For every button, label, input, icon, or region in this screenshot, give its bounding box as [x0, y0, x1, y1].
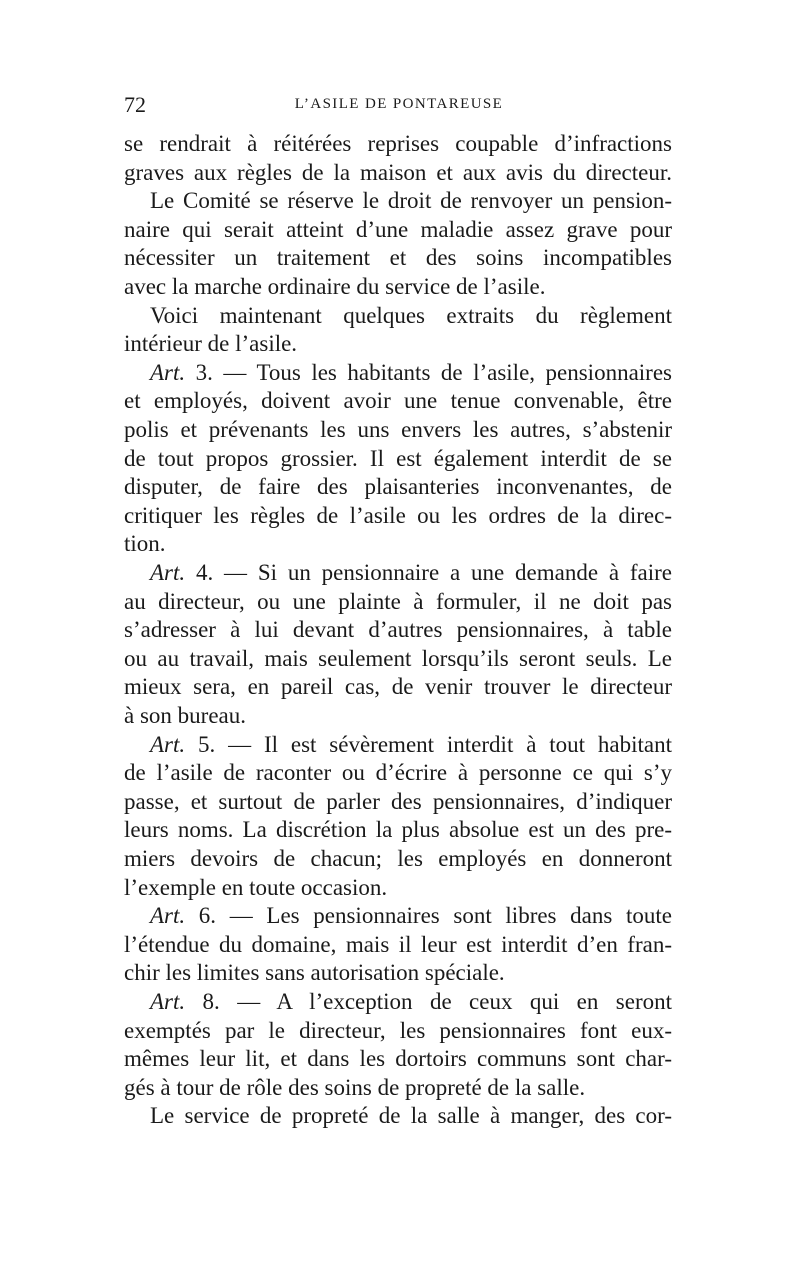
text-line: Art. 5. — Il est sévèrement interdit à tout habitant [150, 731, 672, 757]
text-line: critiquer les règles de l’asile ou les ordres de la direc- [124, 502, 672, 528]
page-header [124, 92, 674, 122]
text-line: polis et prévenants les uns envers les autres, s’abstenir [124, 417, 672, 442]
text-line: ou au travail, mais seulement lorsqu’ils seront seuls. Le [124, 645, 672, 671]
page-number: 72 [124, 92, 146, 117]
text-line: Le service de propreté de la salle à manger, des cor- [150, 1103, 672, 1129]
text-line: Art. 3. — Tous les habitants de l’asile, pensionnaires [150, 359, 672, 385]
article-label: Art. [150, 560, 186, 585]
running-title: L’ASILE DE PONTAREUSE [294, 96, 504, 112]
text-line: naire qui serait atteint d’une maladie assez grave pour [124, 216, 672, 242]
text-line: avec la marche ordinaire du service de l’asile. [124, 274, 546, 299]
text-line: intérieur de l’asile. [124, 331, 298, 357]
text-line: exemptés par le directeur, les pensionnaires font eux- [124, 1017, 672, 1043]
article-label: Art. [150, 731, 186, 757]
text-line: leurs noms. La discrétion la plus absolue est un des pre- [124, 817, 672, 843]
text-line: et employés, doivent avoir une tenue convenable, être [124, 388, 672, 414]
text-line: Le Comité se réserve le droit de renvoyer un pension- [150, 188, 672, 214]
text-line: Art. 8. — A l’exception de ceux qui en seront [150, 989, 672, 1014]
text-line: gés à tour de rôle des soins de propreté de la salle. [124, 1074, 586, 1100]
text-line: de tout propos grossier. Il est également interdit de se [124, 445, 672, 471]
text-line: mieux sera, en pareil cas, de venir trouver le directeur [124, 674, 672, 700]
text-line: se rendrait à réitérées reprises coupable d’infractions [124, 131, 672, 156]
text-line: nécessiter un traitement et des soins incompatibles [124, 245, 672, 271]
text-line: Art. 6. — Les pensionnaires sont libres dans toute [150, 903, 672, 929]
text-line: graves aux règles de la maison et aux avis du directeur. [124, 159, 672, 185]
text-line: tion. [124, 531, 166, 557]
article-label: Art. [150, 359, 186, 385]
text-line: l’étendue du domaine, mais il leur est interdit d’en fran- [124, 931, 672, 957]
text-line: s’adresser à lui devant d’autres pensionnaires, à table [124, 617, 672, 643]
text-line: disputer, de faire des plaisanteries inconvenantes, de [124, 474, 672, 500]
article-label: Art. [150, 903, 186, 929]
text-line: chir les limites sans autorisation spéciale. [124, 960, 505, 986]
text-line: miers devoirs de chacun; les employés en donneront [124, 846, 672, 871]
text-line: Voici maintenant quelques extraits du règlement [150, 302, 672, 328]
article-label: Art. [150, 989, 186, 1014]
text-line: Art. 4. — Si un pensionnaire a une demande à faire [150, 560, 672, 585]
text-line: de l’asile de raconter ou d’écrire à personne ce qui s’y [124, 760, 672, 786]
text-line: au directeur, ou une plainte à formuler, il ne doit pas [124, 588, 672, 614]
text-line: passe, et surtout de parler des pensionnaires, d’indiquer [124, 788, 672, 814]
text-line: l’exemple en toute occasion. [124, 874, 388, 900]
text-line: mêmes leur lit, et dans les dortoirs communs sont char- [124, 1046, 672, 1072]
text-line: à son bureau. [124, 703, 246, 728]
